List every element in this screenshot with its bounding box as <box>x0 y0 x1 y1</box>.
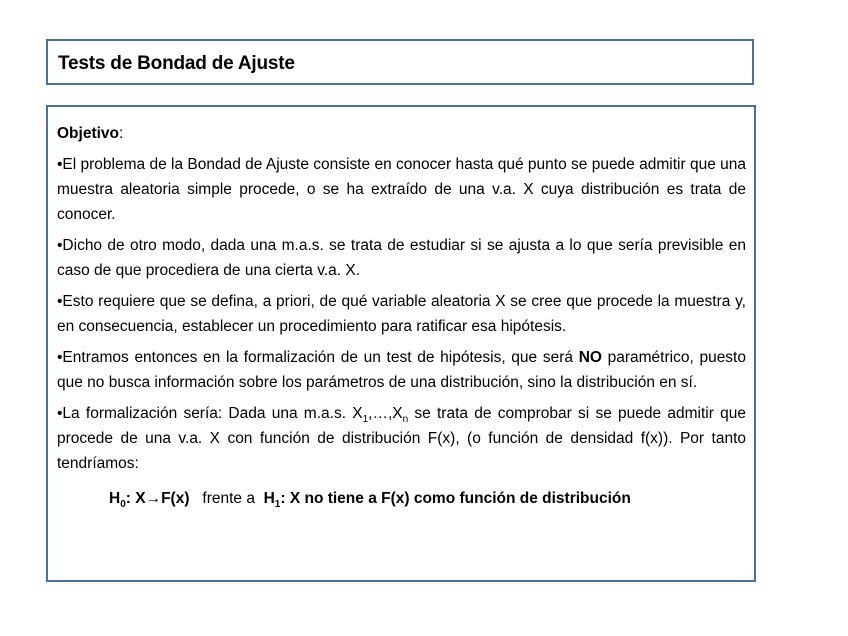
paragraph-4-end: paramétrico, puesto que no busca información sobre los parámetros de una distribución, sino la distribución en sí. <box>57 349 746 391</box>
paragraph-1: •El problema de la Bondad de Ajuste consiste en conocer hasta qué punto se puede admitir que una muestra aleatoria simple procede, o se ha extraído de una v.a. X cuya distribución es trata de conocer. <box>57 156 746 223</box>
paragraph-3: •Esto requiere que se defina, a priori, de qué variable aleatoria X se cree que procede la muestra y, en consecuencia, establecer un procedimiento para ratificar esa hipótesis. <box>57 293 746 335</box>
hypothesis-formula <box>57 486 746 511</box>
paragraph-5-mid: ,…,X <box>368 405 403 422</box>
title-box <box>46 39 754 85</box>
paragraph-5-sub-n: n <box>402 414 409 426</box>
paragraph-2: •Dicho de otro modo, dada una m.a.s. se trata de estudiar si se ajusta a lo que sería previsible en caso de que procediera de una cierta v.a. X. <box>57 237 746 279</box>
paragraph-5-sub-1: 1 <box>362 414 369 426</box>
paragraph-4 <box>57 345 746 395</box>
paragraph-4-bold: NO <box>578 349 602 366</box>
h1-rest: : X no tiene a F(x) como función de distribución <box>280 490 631 507</box>
slide-title: Tests de Bondad de Ajuste <box>58 53 295 74</box>
content-body <box>57 121 746 511</box>
content-box <box>46 105 756 582</box>
h0-sub: 0 <box>120 499 126 511</box>
h1-sub: 1 <box>274 499 281 511</box>
paragraph-5-end: se trata de comprobar si se puede admitir que procede de una v.a. X con función de distribución F(x), (o función de densidad f(x)). Por tanto tendríamos: <box>57 405 746 472</box>
h0-letter: H <box>109 490 121 507</box>
paragraph-5 <box>57 401 746 476</box>
paragraph-5-start: •La formalización sería: Dada una m.a.s. X <box>57 405 363 422</box>
frente-text: frente a <box>189 490 264 507</box>
objective-heading <box>57 121 746 146</box>
h1-letter: H <box>263 490 275 507</box>
paragraph-4-start: •Entramos entonces en la formalización de un test de hipótesis, que será <box>57 349 579 366</box>
objective-colon: : <box>119 125 124 142</box>
h0-rest: : X→F(x) <box>125 490 190 507</box>
objective-label: Objetivo <box>57 125 120 142</box>
